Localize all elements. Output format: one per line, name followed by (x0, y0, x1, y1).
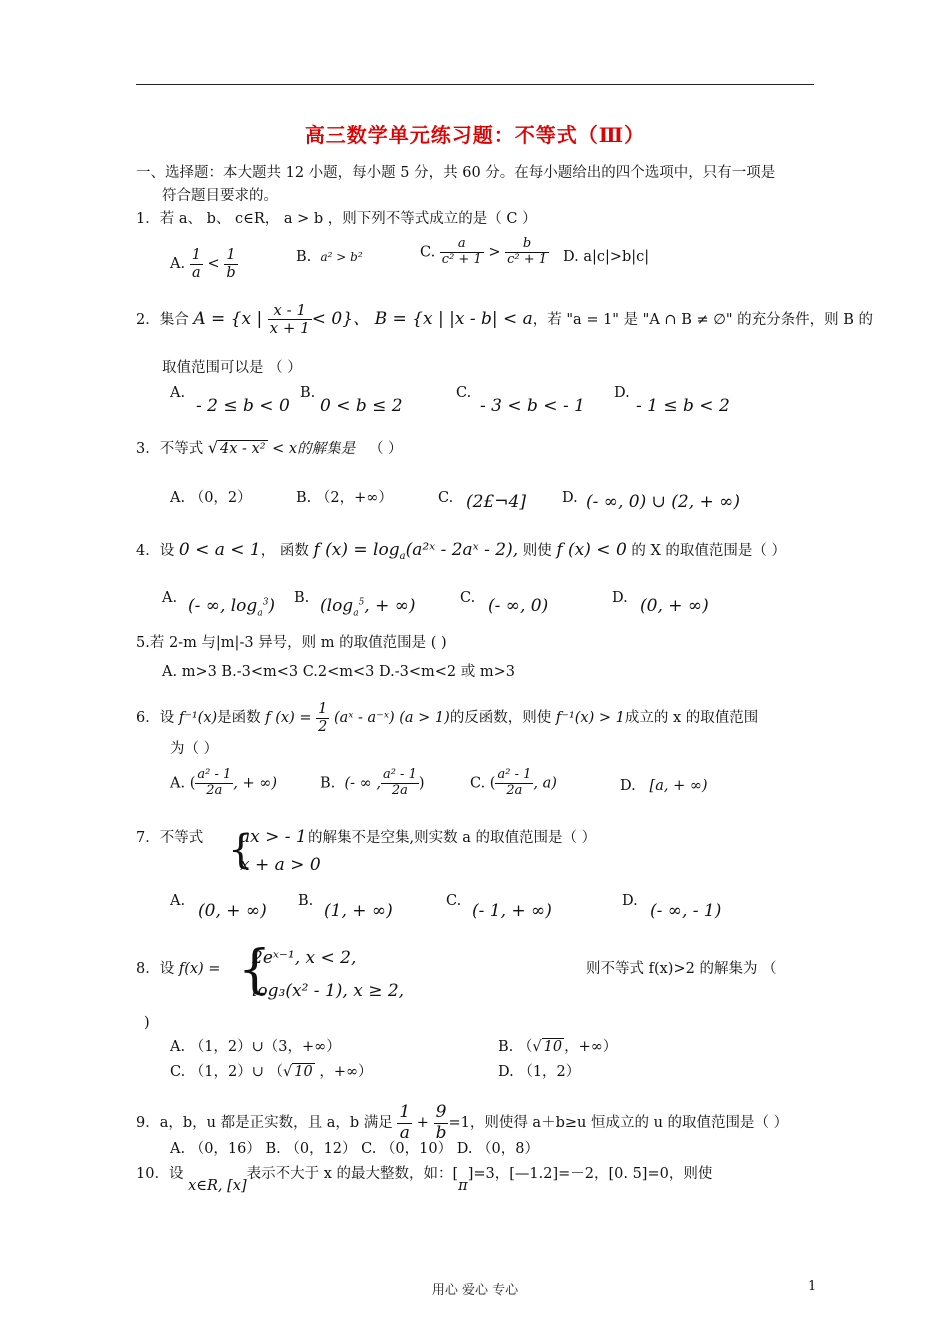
question-7-option-b-value: (1, + ∞) (324, 901, 393, 921)
question-1-option-b: B. a² > b² (296, 249, 363, 265)
question-7-brace: { (228, 827, 254, 873)
question-9-options: A. （0，16） B. （0，12） C. （0，10） D. （0，8） (170, 1141, 539, 1157)
page-title: 高三数学单元练习题：不等式（Ⅲ） (304, 123, 646, 147)
question-7-stem: 的解集不是空集,则实数 a 的取值范围是（ ） (308, 830, 597, 846)
question-2-option-d-label: D. (614, 385, 630, 401)
question-1-stem: 1．若 a、 b、 c∈R， a > b ，则下列不等式成立的是（ C ） (136, 211, 537, 227)
header-rule (136, 84, 814, 85)
question-1-option-d: D. a|c|>b|c| (563, 249, 650, 265)
question-4-option-b-label: B. (294, 590, 310, 606)
question-6-option-a: A. ( $\frac{\text{a² - 1}}{2a}$ , + ∞) (170, 767, 277, 798)
question-6-option-c: C. ( $\frac{\text{a² - 1}}{2a}$ , a) (470, 767, 557, 798)
question-6-stem: 6．设 f⁻¹(x)是函数 f (x) = $\frac{1}{2}$ (aˣ - a⁻ˣ) (a > 1)的反函数，则使 f⁻¹(x) > 1成立的 x 的取值范围 (136, 701, 759, 735)
question-1-option-a: A. $\frac{1}{a}$ < $\frac{1}{b}$ (170, 247, 236, 281)
question-4-option-d-label: D. (612, 590, 628, 606)
question-2-option-c-label: C. (456, 385, 472, 401)
question-8-paren-close: ) (144, 1015, 150, 1031)
question-7-option-a-value: (0, + ∞) (198, 901, 267, 921)
page-number: 1 (808, 1279, 817, 1294)
section-intro-line2: 符合题目要求的。 (162, 188, 278, 204)
question-7-stem-label: 7．不等式 (136, 830, 204, 846)
question-6-option-d: D. [a, + ∞) (620, 778, 708, 794)
question-2-option-c-value: - 3 < b < - 1 (480, 396, 585, 416)
question-2-option-b-value: 0 < b ≤ 2 (320, 396, 403, 416)
question-4-option-a-value: (- ∞, $\log_a^3$) (188, 596, 276, 619)
question-3-option-d-label: D. (562, 490, 578, 506)
question-7-option-c-label: C. (446, 893, 462, 909)
question-1-option-c: C. $\frac{a}{\text{c² + 1}}$ > $\frac{b}{\text{c² + 1}}$ (420, 236, 548, 267)
question-2-option-a-label: A. (170, 385, 186, 401)
question-9-stem: 9．a，b，u 都是正实数，且 a，b 满足 $\frac{1}{a}$ + $\frac{9}{b}$ =1，则使得 a＋b≥u 恒成立的 u 的取值范围是（ ） (136, 1102, 789, 1143)
question-8-stem-label: 8．设 f(x) = (136, 961, 221, 977)
question-4-stem: 4．设 0 < a < 1， 函数 f $(x) = \log_a(a^2ˣ$ - 2aˣ - 2), 则使 f (x) < 0 的 X 的取值范围是（ ） (136, 540, 787, 562)
question-7-option-d-value: (- ∞, - 1) (650, 901, 722, 921)
question-8-option-c: C. （1，2）∪ （√ 10 ，+∞） (170, 1064, 373, 1080)
question-4-option-c-label: C. (460, 590, 476, 606)
question-6-option-b: B. (- ∞ , $\frac{\text{a² - 1}}{2a}$ ) (320, 767, 425, 798)
question-7-ineq-1: ax > - 1 (240, 827, 307, 847)
question-5-options: A. m>3 B.-3<m<3 C.2<m<3 D.-3<m<2 或 m>3 (162, 664, 515, 680)
question-8-option-d: D. （1，2） (498, 1064, 581, 1080)
question-4-option-d-value: (0, + ∞) (640, 596, 709, 616)
question-8-option-a: A. （1，2）∪（3，+∞） (170, 1039, 341, 1055)
question-3-stem: 3．不等式 √ 4x - x² < x的解集是 （ ） (136, 438, 403, 457)
question-7-option-a-label: A. (170, 893, 186, 909)
question-8-option-b: B. （√ 10 ，+∞） (498, 1039, 618, 1055)
question-2-option-d-value: - 1 ≤ b < 2 (636, 396, 730, 416)
question-7-ineq-2: x + a > 0 (240, 855, 321, 875)
question-3-option-d-value: (- ∞, 0) ∪ (2, + ∞) (586, 492, 740, 512)
question-2-stem: 2．集合 A = {x | $\frac{x - 1}{x + 1}$ < 0}、 B = {x | |x - b| < a，若 "a = 1" 是 "A ∩ B ≠ ∅" 的充分条件，则 B 的 (136, 301, 873, 338)
question-3-option-a: A. （0，2） (170, 490, 252, 506)
question-8-piece-1: 2eˣ⁻¹, x < 2, (252, 948, 357, 968)
question-7-option-b-label: B. (298, 893, 314, 909)
section-intro-line1: 一、选择题：本大题共 12 小题，每小题 5 分，共 60 分。在每小题给出的四个选项中，只有一项是 (136, 165, 776, 181)
question-5-stem: 5.若 2-m 与|m|-3 异号，则 m 的取值范围是 ( ) (136, 635, 447, 651)
question-7-option-c-value: (- 1, + ∞) (472, 901, 552, 921)
question-3-option-c-label: C. (438, 490, 454, 506)
question-3-option-b: B. （2，+∞） (296, 490, 393, 506)
question-4-option-c-value: (- ∞, 0) (488, 596, 549, 616)
question-8-stem: 则不等式 f(x)>2 的解集为 （ (586, 961, 777, 977)
question-2-option-b-label: B. (300, 385, 316, 401)
question-4-option-a-label: A. (162, 590, 178, 606)
page-footer: 用心 爱心 专心 (431, 1283, 519, 1298)
question-3-option-c-value: (2£¬4] (466, 492, 526, 512)
question-2-option-a-value: - 2 ≤ b < 0 (196, 396, 290, 416)
question-6-stem-continued: 为（ ） (170, 741, 219, 757)
question-8-brace: { (238, 940, 272, 1000)
question-2-stem-continued: 取值范围可以是 （ ） (162, 360, 302, 376)
question-10-stem: 10．设 x∈R, [x]表示不大于 x 的最大整数，如：[π]=3，[—1.2]=－2，[0. 5]=0，则使 (136, 1166, 713, 1194)
question-4-option-b-value: ($\log_a^5$, + ∞) (320, 596, 416, 619)
question-8-piece-2: log₃(x² - 1), x ≥ 2, (252, 981, 405, 1001)
question-7-option-d-label: D. (622, 893, 638, 909)
